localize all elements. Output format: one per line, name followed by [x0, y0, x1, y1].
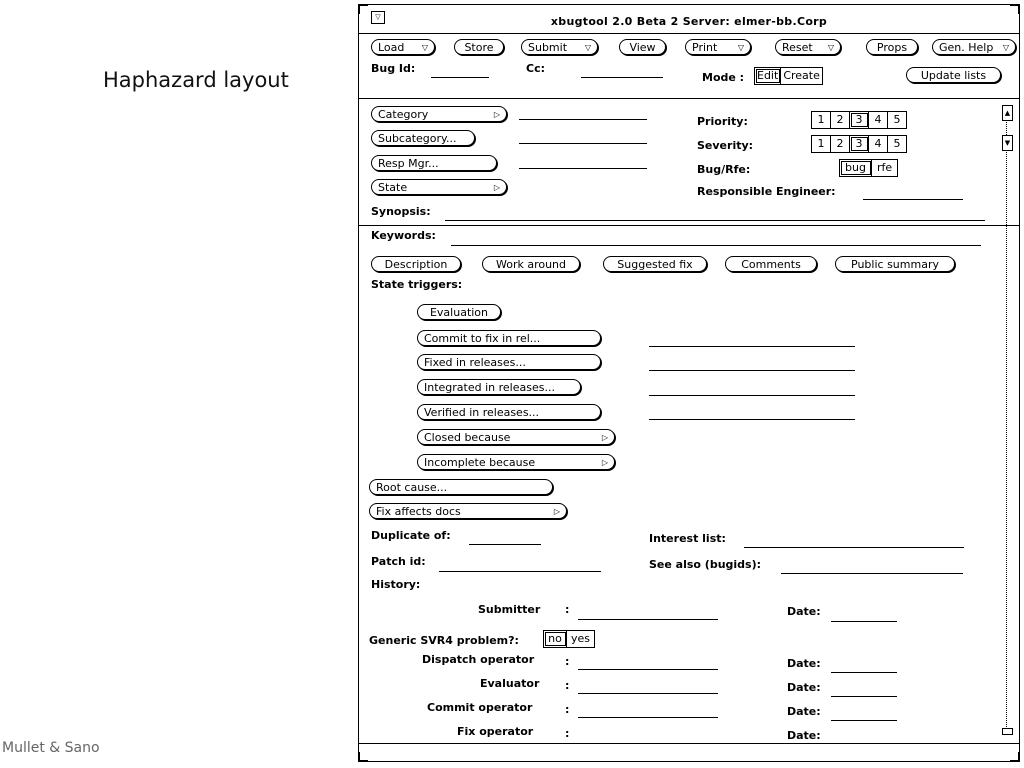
- colon: :: [565, 603, 570, 616]
- submitter-date-field[interactable]: [831, 621, 897, 622]
- menu-triangle-icon: ▽: [584, 43, 591, 52]
- bottom-divider: [359, 743, 1019, 744]
- state-label: State: [378, 181, 408, 194]
- scrollbar-track[interactable]: [1006, 105, 1008, 735]
- colon: :: [565, 727, 570, 740]
- print-button[interactable]: [685, 39, 751, 55]
- severity-selector[interactable]: [811, 135, 907, 153]
- patch-id-field[interactable]: [439, 571, 601, 572]
- commit-operator-field[interactable]: [578, 717, 718, 718]
- evaluator-field[interactable]: [578, 693, 718, 694]
- dispatch-operator-field[interactable]: [578, 669, 718, 670]
- integrated-in-releases-field[interactable]: [649, 395, 855, 396]
- generic-svr4-label: Generic SVR4 problem?:: [369, 634, 519, 647]
- priority-selector[interactable]: [811, 111, 907, 129]
- window-corner-br[interactable]: [1010, 752, 1019, 761]
- vertical-scrollbar[interactable]: [1002, 105, 1012, 735]
- state-triggers-label: State triggers:: [371, 278, 463, 291]
- synopsis-label: Synopsis:: [371, 205, 431, 218]
- submitter-field[interactable]: [578, 619, 718, 620]
- interest-list-field[interactable]: [744, 547, 964, 548]
- verified-in-releases-field[interactable]: [649, 419, 855, 420]
- category-button[interactable]: [371, 106, 507, 122]
- resp-mgr-field[interactable]: [519, 168, 647, 169]
- scroll-down-arrow-icon[interactable]: ▼: [1002, 135, 1013, 151]
- scroll-up-arrow-icon[interactable]: ▲: [1002, 105, 1013, 121]
- keywords-field[interactable]: [451, 245, 981, 246]
- mode-selector[interactable]: [754, 67, 823, 85]
- menu-triangle-icon: ▽: [421, 43, 428, 52]
- keywords-label: Keywords:: [371, 229, 436, 242]
- synopsis-field[interactable]: [445, 220, 985, 221]
- menu-triangle-icon: ▷: [601, 433, 608, 442]
- priority-5[interactable]: 5: [893, 113, 901, 126]
- menu-triangle-icon: ▷: [601, 458, 608, 467]
- description-button[interactable]: Description: [371, 256, 461, 272]
- bug-id-label: Bug Id:: [371, 62, 416, 75]
- patch-id-label: Patch id:: [371, 555, 426, 568]
- svr4-yes[interactable]: yes: [571, 632, 591, 645]
- title-bar[interactable]: [359, 5, 1019, 34]
- fix-operator-label: Fix operator: [457, 725, 534, 738]
- priority-2[interactable]: 2: [831, 112, 850, 128]
- root-cause-button[interactable]: Root cause...: [369, 479, 553, 495]
- severity-2[interactable]: 2: [831, 136, 850, 152]
- props-button[interactable]: Props: [866, 39, 918, 55]
- slide-caption: Haphazard layout: [103, 68, 289, 92]
- see-also-field[interactable]: [781, 573, 963, 574]
- commit-operator-label: Commit operator: [427, 701, 533, 714]
- evaluator-label: Evaluator: [480, 677, 540, 690]
- scrollbar-end-cap[interactable]: [1002, 728, 1013, 735]
- cc-field[interactable]: [581, 77, 663, 78]
- closed-because-button[interactable]: [417, 429, 615, 445]
- menu-triangle-icon: ▽: [1002, 43, 1009, 52]
- xbugtool-window: [358, 4, 1020, 762]
- commit-date-label: Date:: [787, 705, 821, 718]
- menu-triangle-icon: ▷: [553, 507, 560, 516]
- mode-label: Mode :: [702, 71, 745, 84]
- commit-date-field[interactable]: [831, 720, 897, 721]
- bug-id-field[interactable]: [431, 77, 489, 78]
- svr4-selector[interactable]: [543, 630, 595, 648]
- incomplete-because-label: Incomplete because: [424, 456, 536, 469]
- rfe-option[interactable]: rfe: [876, 161, 893, 174]
- resp-mgr-button[interactable]: Resp Mgr...: [371, 155, 497, 171]
- dispatch-date-field[interactable]: [831, 672, 897, 673]
- category-field[interactable]: [519, 119, 647, 120]
- divider: [359, 98, 1019, 99]
- suggested-fix-button[interactable]: Suggested fix: [603, 256, 707, 272]
- dispatch-operator-label: Dispatch operator: [422, 653, 535, 666]
- mode-create[interactable]: Create: [783, 69, 820, 82]
- subcategory-field[interactable]: [519, 143, 647, 144]
- svr4-no[interactable]: no: [544, 631, 567, 647]
- commit-to-fix-button[interactable]: Commit to fix in rel...: [417, 330, 601, 346]
- priority-3[interactable]: 3: [850, 112, 869, 128]
- divider: [359, 225, 1019, 226]
- submitter-date-label: Date:: [787, 605, 821, 618]
- duplicate-of-label: Duplicate of:: [371, 529, 451, 542]
- fix-affects-docs-button[interactable]: [369, 503, 567, 519]
- history-label: History:: [371, 578, 421, 591]
- reset-label: Reset: [782, 41, 813, 54]
- menu-triangle-icon: ▷: [493, 110, 500, 119]
- dispatch-date-label: Date:: [787, 657, 821, 670]
- slide-credit: Mullet & Sano: [2, 740, 100, 756]
- colon: :: [565, 679, 570, 692]
- integrated-in-releases-button[interactable]: Integrated in releases...: [417, 379, 581, 395]
- fixed-in-releases-field[interactable]: [649, 370, 855, 371]
- severity-5[interactable]: 5: [893, 137, 901, 150]
- print-label: Print: [692, 41, 718, 54]
- closed-because-label: Closed because: [424, 431, 511, 444]
- severity-label: Severity:: [697, 139, 754, 152]
- evaluator-date-field[interactable]: [831, 696, 897, 697]
- reset-button[interactable]: [775, 39, 841, 55]
- menu-triangle-icon: ▽: [737, 43, 744, 52]
- fixed-in-releases-button[interactable]: Fixed in releases...: [417, 354, 601, 370]
- bug-rfe-selector[interactable]: [839, 159, 898, 177]
- window-corner-bl[interactable]: [359, 752, 368, 761]
- severity-3[interactable]: 3: [850, 136, 869, 152]
- menu-triangle-icon: ▽: [827, 43, 834, 52]
- gen-help-label: Gen. Help: [939, 41, 994, 54]
- evaluation-button[interactable]: Evaluation: [417, 304, 501, 320]
- bug-rfe-label: Bug/Rfe:: [697, 163, 751, 176]
- resp-engineer-label: Responsible Engineer:: [697, 185, 836, 198]
- submitter-label: Submitter: [478, 603, 541, 616]
- see-also-label: See also (bugids):: [649, 558, 762, 571]
- fix-date-label: Date:: [787, 729, 821, 742]
- state-button[interactable]: [371, 179, 507, 195]
- verified-in-releases-button[interactable]: Verified in releases...: [417, 404, 601, 420]
- colon: :: [565, 703, 570, 716]
- comments-button[interactable]: Comments: [725, 256, 817, 272]
- work-around-button[interactable]: Work around: [482, 256, 580, 272]
- duplicate-of-field[interactable]: [469, 544, 541, 545]
- cc-label: Cc:: [526, 62, 545, 75]
- evaluator-date-label: Date:: [787, 681, 821, 694]
- priority-label: Priority:: [697, 115, 748, 128]
- store-button[interactable]: Store: [454, 39, 504, 55]
- interest-list-label: Interest list:: [649, 532, 726, 545]
- view-button[interactable]: View: [619, 39, 666, 55]
- load-button[interactable]: [371, 39, 435, 55]
- window-menu-icon[interactable]: ▽: [371, 11, 385, 24]
- severity-4[interactable]: 4: [869, 136, 888, 152]
- submit-button[interactable]: [521, 39, 598, 55]
- load-label: Load: [378, 41, 405, 54]
- mode-edit[interactable]: Edit: [755, 68, 781, 84]
- window-title: xbugtool 2.0 Beta 2 Server: elmer-bb.Corp: [550, 15, 828, 28]
- public-summary-button[interactable]: Public summary: [835, 256, 955, 272]
- severity-1[interactable]: 1: [812, 136, 831, 152]
- priority-4[interactable]: 4: [869, 112, 888, 128]
- category-label: Category: [378, 108, 429, 121]
- incomplete-because-button[interactable]: [417, 454, 615, 470]
- gen-help-button[interactable]: [932, 39, 1016, 55]
- priority-1[interactable]: 1: [812, 112, 831, 128]
- fix-affects-docs-label: Fix affects docs: [376, 505, 461, 518]
- menu-triangle-icon: ▷: [493, 183, 500, 192]
- submit-label: Submit: [528, 41, 568, 54]
- colon: :: [565, 655, 570, 668]
- resp-engineer-field[interactable]: [863, 199, 963, 200]
- update-lists-button[interactable]: Update lists: [906, 67, 1001, 83]
- subcategory-button[interactable]: Subcategory...: [371, 130, 475, 146]
- bug-option[interactable]: bug: [840, 160, 872, 176]
- commit-to-fix-field[interactable]: [649, 346, 855, 347]
